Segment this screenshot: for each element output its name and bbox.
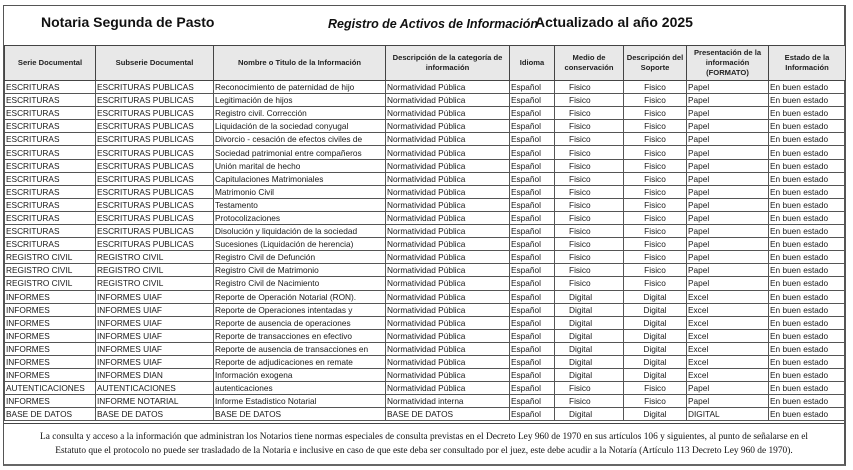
cell-subserie: INFORME NOTARIAL	[96, 395, 214, 408]
cell-estado: En buen estado	[769, 395, 846, 408]
cell-nombre: Liquidación de la sociedad conyugal	[214, 120, 386, 133]
cell-nombre: Testamento	[214, 198, 386, 211]
cell-nombre: Registro Civil de Nacimiento	[214, 277, 386, 290]
cell-serie: INFORMES	[5, 342, 96, 355]
cell-estado: En buen estado	[769, 303, 846, 316]
cell-serie: INFORMES	[5, 329, 96, 342]
cell-subserie: ESCRITURAS PUBLICAS	[96, 94, 214, 107]
cell-nombre: Protocolizaciones	[214, 211, 386, 224]
table-row	[5, 211, 846, 224]
cell-serie: ESCRITURAS	[5, 94, 96, 107]
cell-categoria: Normatividad Pública	[386, 355, 510, 368]
cell-formato: Papel	[687, 81, 769, 94]
cell-formato: Papel	[687, 133, 769, 146]
cell-nombre: Reporte de ausencia de transacciones en	[214, 342, 386, 355]
table-row	[5, 238, 846, 251]
cell-formato: Papel	[687, 225, 769, 238]
cell-categoria: BASE DE DATOS	[386, 408, 510, 421]
document-title: Registro de Activos de Información	[328, 17, 538, 31]
cell-estado: En buen estado	[769, 146, 846, 159]
cell-serie: ESCRITURAS	[5, 159, 96, 172]
cell-formato: Papel	[687, 277, 769, 290]
cell-estado: En buen estado	[769, 342, 846, 355]
cell-subserie: INFORMES UIAF	[96, 303, 214, 316]
cell-subserie: INFORMES UIAF	[96, 329, 214, 342]
cell-formato: Excel	[687, 290, 769, 303]
cell-medio: Fisico	[555, 146, 624, 159]
cell-soporte: Fisico	[624, 264, 687, 277]
table-row	[5, 185, 846, 198]
cell-categoria: Normatividad interna	[386, 395, 510, 408]
cell-soporte: Fisico	[624, 198, 687, 211]
cell-formato: Papel	[687, 107, 769, 120]
cell-categoria: Normatividad Pública	[386, 264, 510, 277]
updated-label: Actualizado al año 2025	[535, 14, 693, 30]
table-row	[5, 159, 846, 172]
cell-subserie: ESCRITURAS PUBLICAS	[96, 238, 214, 251]
cell-serie: ESCRITURAS	[5, 107, 96, 120]
cell-nombre: Legitimación de hijos	[214, 94, 386, 107]
cell-idioma: Español	[510, 251, 555, 264]
title-bar	[4, 6, 844, 46]
cell-subserie: REGISTRO CIVIL	[96, 277, 214, 290]
cell-categoria: Normatividad Pública	[386, 107, 510, 120]
cell-medio: Fisico	[555, 185, 624, 198]
cell-idioma: Español	[510, 185, 555, 198]
cell-medio: Fisico	[555, 172, 624, 185]
cell-medio: Fisico	[555, 107, 624, 120]
cell-estado: En buen estado	[769, 172, 846, 185]
table-row	[5, 146, 846, 159]
asset-register-sheet	[3, 5, 846, 466]
column-header-nombre: Nombre o Titulo de la Información	[214, 46, 386, 81]
table-row	[5, 316, 846, 329]
cell-serie: ESCRITURAS	[5, 211, 96, 224]
cell-estado: En buen estado	[769, 211, 846, 224]
table-row	[5, 382, 846, 395]
cell-soporte: Digital	[624, 408, 687, 421]
cell-subserie: ESCRITURAS PUBLICAS	[96, 185, 214, 198]
asset-register-table	[4, 45, 846, 421]
cell-soporte: Digital	[624, 329, 687, 342]
cell-nombre: Reporte de Operaciones intentadas y	[214, 303, 386, 316]
cell-idioma: Español	[510, 369, 555, 382]
cell-serie: ESCRITURAS	[5, 198, 96, 211]
cell-categoria: Normatividad Pública	[386, 81, 510, 94]
legal-note-line-2: Estatuto que el protocolo no puede ser trasladado de la Notaria e inclusive en caso de que este deba ser consultado por el juez, este debe acudir a la Notaría (Artículo 113 Decreto Ley 960 de 1970).	[55, 446, 793, 456]
cell-estado: En buen estado	[769, 238, 846, 251]
cell-serie: ESCRITURAS	[5, 120, 96, 133]
table-row	[5, 107, 846, 120]
cell-categoria: Normatividad Pública	[386, 120, 510, 133]
cell-estado: En buen estado	[769, 94, 846, 107]
cell-medio: Digital	[555, 408, 624, 421]
cell-subserie: INFORMES UIAF	[96, 355, 214, 368]
cell-idioma: Español	[510, 107, 555, 120]
cell-idioma: Español	[510, 159, 555, 172]
table-row	[5, 172, 846, 185]
cell-nombre: Matrimonio Civil	[214, 185, 386, 198]
cell-estado: En buen estado	[769, 408, 846, 421]
cell-medio: Digital	[555, 355, 624, 368]
cell-idioma: Español	[510, 146, 555, 159]
cell-nombre: Registro civil. Corrección	[214, 107, 386, 120]
legal-note	[4, 423, 844, 465]
cell-formato: Excel	[687, 303, 769, 316]
cell-serie: ESCRITURAS	[5, 146, 96, 159]
legal-note-line-1: La consulta y acceso a la información que administran los Notarios tiene normas especiales de consulta previstas en el Decreto Ley 960 de 1970 en sus artículos 106 y siguientes, al punto de señalarse en el	[40, 432, 808, 442]
cell-estado: En buen estado	[769, 316, 846, 329]
cell-soporte: Fisico	[624, 251, 687, 264]
cell-estado: En buen estado	[769, 120, 846, 133]
cell-soporte: Fisico	[624, 146, 687, 159]
cell-formato: Papel	[687, 159, 769, 172]
table-row	[5, 369, 846, 382]
table-row	[5, 329, 846, 342]
column-header-medio: Medio de conservación	[555, 46, 624, 81]
cell-nombre: Unión marital de hecho	[214, 159, 386, 172]
cell-soporte: Fisico	[624, 185, 687, 198]
cell-medio: Fisico	[555, 225, 624, 238]
cell-categoria: Normatividad Pública	[386, 277, 510, 290]
cell-subserie: ESCRITURAS PUBLICAS	[96, 133, 214, 146]
cell-formato: Excel	[687, 369, 769, 382]
cell-soporte: Fisico	[624, 225, 687, 238]
cell-categoria: Normatividad Pública	[386, 238, 510, 251]
column-header-soporte: Descripción del Soporte	[624, 46, 687, 81]
cell-estado: En buen estado	[769, 198, 846, 211]
cell-categoria: Normatividad Pública	[386, 172, 510, 185]
cell-categoria: Normatividad Pública	[386, 146, 510, 159]
cell-estado: En buen estado	[769, 185, 846, 198]
cell-formato: Papel	[687, 382, 769, 395]
table-row	[5, 303, 846, 316]
table-row	[5, 342, 846, 355]
cell-idioma: Español	[510, 198, 555, 211]
cell-subserie: ESCRITURAS PUBLICAS	[96, 159, 214, 172]
cell-idioma: Español	[510, 329, 555, 342]
cell-nombre: Información exogena	[214, 369, 386, 382]
cell-serie: ESCRITURAS	[5, 225, 96, 238]
column-header-serie: Serie Documental	[5, 46, 96, 81]
cell-serie: INFORMES	[5, 369, 96, 382]
cell-soporte: Fisico	[624, 238, 687, 251]
table-row	[5, 290, 846, 303]
cell-idioma: Español	[510, 225, 555, 238]
cell-nombre: Reporte de transacciones en efectivo	[214, 329, 386, 342]
cell-formato: Papel	[687, 264, 769, 277]
cell-soporte: Digital	[624, 342, 687, 355]
table-body	[5, 81, 846, 421]
table-row	[5, 277, 846, 290]
column-header-formato: Presentación de la información (FORMATO)	[687, 46, 769, 81]
cell-serie: INFORMES	[5, 303, 96, 316]
cell-nombre: BASE DE DATOS	[214, 408, 386, 421]
cell-formato: Excel	[687, 342, 769, 355]
cell-idioma: Español	[510, 211, 555, 224]
cell-formato: Papel	[687, 198, 769, 211]
cell-medio: Digital	[555, 342, 624, 355]
cell-idioma: Español	[510, 408, 555, 421]
cell-categoria: Normatividad Pública	[386, 211, 510, 224]
cell-idioma: Español	[510, 81, 555, 94]
cell-subserie: INFORMES UIAF	[96, 290, 214, 303]
table-row	[5, 94, 846, 107]
column-header-idioma: Idioma	[510, 46, 555, 81]
cell-categoria: Normatividad Pública	[386, 290, 510, 303]
cell-idioma: Español	[510, 120, 555, 133]
cell-medio: Digital	[555, 316, 624, 329]
cell-soporte: Fisico	[624, 277, 687, 290]
cell-soporte: Fisico	[624, 159, 687, 172]
cell-formato: Papel	[687, 172, 769, 185]
table-row	[5, 81, 846, 94]
cell-categoria: Normatividad Pública	[386, 342, 510, 355]
cell-formato: Papel	[687, 238, 769, 251]
cell-nombre: Reporte de adjudicaciones en remate	[214, 355, 386, 368]
cell-soporte: Digital	[624, 355, 687, 368]
cell-serie: INFORMES	[5, 355, 96, 368]
cell-soporte: Digital	[624, 290, 687, 303]
cell-subserie: ESCRITURAS PUBLICAS	[96, 107, 214, 120]
cell-idioma: Español	[510, 303, 555, 316]
cell-subserie: ESCRITURAS PUBLICAS	[96, 211, 214, 224]
table-row	[5, 133, 846, 146]
cell-idioma: Español	[510, 290, 555, 303]
cell-serie: ESCRITURAS	[5, 238, 96, 251]
cell-estado: En buen estado	[769, 369, 846, 382]
cell-medio: Fisico	[555, 238, 624, 251]
cell-idioma: Español	[510, 355, 555, 368]
cell-medio: Fisico	[555, 382, 624, 395]
table-row	[5, 264, 846, 277]
organization-name: Notaria Segunda de Pasto	[41, 14, 215, 30]
cell-medio: Digital	[555, 303, 624, 316]
cell-formato: Papel	[687, 94, 769, 107]
cell-categoria: Normatividad Pública	[386, 133, 510, 146]
cell-nombre: Divorcio - cesación de efectos civiles de	[214, 133, 386, 146]
cell-serie: INFORMES	[5, 395, 96, 408]
cell-estado: En buen estado	[769, 355, 846, 368]
cell-soporte: Fisico	[624, 382, 687, 395]
cell-nombre: Reporte de ausencia de operaciones	[214, 316, 386, 329]
cell-medio: Fisico	[555, 211, 624, 224]
cell-medio: Fisico	[555, 277, 624, 290]
cell-soporte: Fisico	[624, 81, 687, 94]
cell-formato: Papel	[687, 211, 769, 224]
table-row	[5, 225, 846, 238]
cell-estado: En buen estado	[769, 81, 846, 94]
cell-serie: ESCRITURAS	[5, 172, 96, 185]
cell-estado: En buen estado	[769, 264, 846, 277]
cell-idioma: Español	[510, 277, 555, 290]
cell-subserie: INFORMES UIAF	[96, 316, 214, 329]
cell-soporte: Fisico	[624, 107, 687, 120]
cell-subserie: ESCRITURAS PUBLICAS	[96, 172, 214, 185]
cell-serie: ESCRITURAS	[5, 133, 96, 146]
cell-formato: Excel	[687, 329, 769, 342]
cell-subserie: REGISTRO CIVIL	[96, 251, 214, 264]
column-header-estado: Estado de la Información	[769, 46, 846, 81]
cell-serie: ESCRITURAS	[5, 81, 96, 94]
cell-serie: AUTENTICACIONES	[5, 382, 96, 395]
cell-medio: Fisico	[555, 159, 624, 172]
cell-soporte: Fisico	[624, 211, 687, 224]
cell-soporte: Fisico	[624, 395, 687, 408]
cell-categoria: Normatividad Pública	[386, 369, 510, 382]
cell-nombre: Registro Civil de Defunción	[214, 251, 386, 264]
cell-nombre: autenticaciones	[214, 382, 386, 395]
column-header-categoria: Descripción de la categoría de información	[386, 46, 510, 81]
cell-soporte: Fisico	[624, 133, 687, 146]
cell-medio: Fisico	[555, 264, 624, 277]
cell-medio: Digital	[555, 329, 624, 342]
cell-nombre: Reconocimiento de paternidad de hijo	[214, 81, 386, 94]
cell-medio: Fisico	[555, 120, 624, 133]
cell-idioma: Español	[510, 342, 555, 355]
cell-idioma: Español	[510, 133, 555, 146]
cell-subserie: INFORMES UIAF	[96, 342, 214, 355]
cell-categoria: Normatividad Pública	[386, 94, 510, 107]
column-header-subserie: Subserie Documental	[96, 46, 214, 81]
table-row	[5, 355, 846, 368]
cell-serie: BASE DE DATOS	[5, 408, 96, 421]
cell-subserie: ESCRITURAS PUBLICAS	[96, 120, 214, 133]
cell-estado: En buen estado	[769, 225, 846, 238]
cell-medio: Fisico	[555, 198, 624, 211]
cell-estado: En buen estado	[769, 329, 846, 342]
cell-estado: En buen estado	[769, 251, 846, 264]
table-row	[5, 120, 846, 133]
cell-nombre: Disolución y liquidación de la sociedad	[214, 225, 386, 238]
cell-subserie: ESCRITURAS PUBLICAS	[96, 198, 214, 211]
cell-idioma: Español	[510, 172, 555, 185]
cell-nombre: Sucesiones (Liquidación de herencia)	[214, 238, 386, 251]
cell-idioma: Español	[510, 238, 555, 251]
cell-subserie: AUTENTICACIONES	[96, 382, 214, 395]
cell-serie: REGISTRO CIVIL	[5, 264, 96, 277]
cell-categoria: Normatividad Pública	[386, 251, 510, 264]
cell-medio: Digital	[555, 369, 624, 382]
cell-categoria: Normatividad Pública	[386, 329, 510, 342]
cell-formato: Papel	[687, 120, 769, 133]
cell-nombre: Informe Estadistico Notarial	[214, 395, 386, 408]
cell-estado: En buen estado	[769, 159, 846, 172]
cell-formato: Papel	[687, 395, 769, 408]
cell-formato: Excel	[687, 355, 769, 368]
cell-medio: Fisico	[555, 251, 624, 264]
table-header-row	[5, 46, 846, 81]
cell-subserie: INFORMES DIAN	[96, 369, 214, 382]
cell-nombre: Capitulaciones Matrimoniales	[214, 172, 386, 185]
cell-estado: En buen estado	[769, 382, 846, 395]
cell-serie: REGISTRO CIVIL	[5, 251, 96, 264]
cell-subserie: ESCRITURAS PUBLICAS	[96, 225, 214, 238]
cell-soporte: Digital	[624, 316, 687, 329]
cell-estado: En buen estado	[769, 133, 846, 146]
cell-idioma: Español	[510, 395, 555, 408]
cell-subserie: BASE DE DATOS	[96, 408, 214, 421]
cell-nombre: Sociedad patrimonial entre compañeros	[214, 146, 386, 159]
cell-categoria: Normatividad Pública	[386, 198, 510, 211]
cell-categoria: Normatividad Pública	[386, 382, 510, 395]
cell-categoria: Normatividad Pública	[386, 225, 510, 238]
cell-serie: INFORMES	[5, 316, 96, 329]
cell-soporte: Digital	[624, 303, 687, 316]
cell-categoria: Normatividad Pública	[386, 303, 510, 316]
cell-soporte: Fisico	[624, 94, 687, 107]
cell-soporte: Fisico	[624, 172, 687, 185]
cell-soporte: Fisico	[624, 120, 687, 133]
cell-medio: Digital	[555, 290, 624, 303]
cell-formato: Papel	[687, 185, 769, 198]
cell-medio: Fisico	[555, 133, 624, 146]
cell-categoria: Normatividad Pública	[386, 159, 510, 172]
cell-formato: Excel	[687, 316, 769, 329]
cell-estado: En buen estado	[769, 290, 846, 303]
cell-idioma: Español	[510, 382, 555, 395]
cell-serie: REGISTRO CIVIL	[5, 277, 96, 290]
table-row	[5, 251, 846, 264]
cell-medio: Fisico	[555, 81, 624, 94]
cell-estado: En buen estado	[769, 107, 846, 120]
cell-subserie: ESCRITURAS PUBLICAS	[96, 81, 214, 94]
cell-serie: INFORMES	[5, 290, 96, 303]
table-row	[5, 408, 846, 421]
cell-nombre: Reporte de Operación Notarial (RON).	[214, 290, 386, 303]
cell-formato: DIGITAL	[687, 408, 769, 421]
cell-serie: ESCRITURAS	[5, 185, 96, 198]
table-row	[5, 395, 846, 408]
cell-formato: Papel	[687, 251, 769, 264]
cell-formato: Papel	[687, 146, 769, 159]
cell-nombre: Registro Civil de Matrimonio	[214, 264, 386, 277]
cell-subserie: ESCRITURAS PUBLICAS	[96, 146, 214, 159]
cell-idioma: Español	[510, 264, 555, 277]
cell-soporte: Digital	[624, 369, 687, 382]
cell-estado: En buen estado	[769, 277, 846, 290]
cell-subserie: REGISTRO CIVIL	[96, 264, 214, 277]
cell-categoria: Normatividad Pública	[386, 185, 510, 198]
cell-idioma: Español	[510, 316, 555, 329]
table-row	[5, 198, 846, 211]
cell-medio: Fisico	[555, 94, 624, 107]
cell-idioma: Español	[510, 94, 555, 107]
cell-categoria: Normatividad Pública	[386, 316, 510, 329]
cell-medio: Fisico	[555, 395, 624, 408]
